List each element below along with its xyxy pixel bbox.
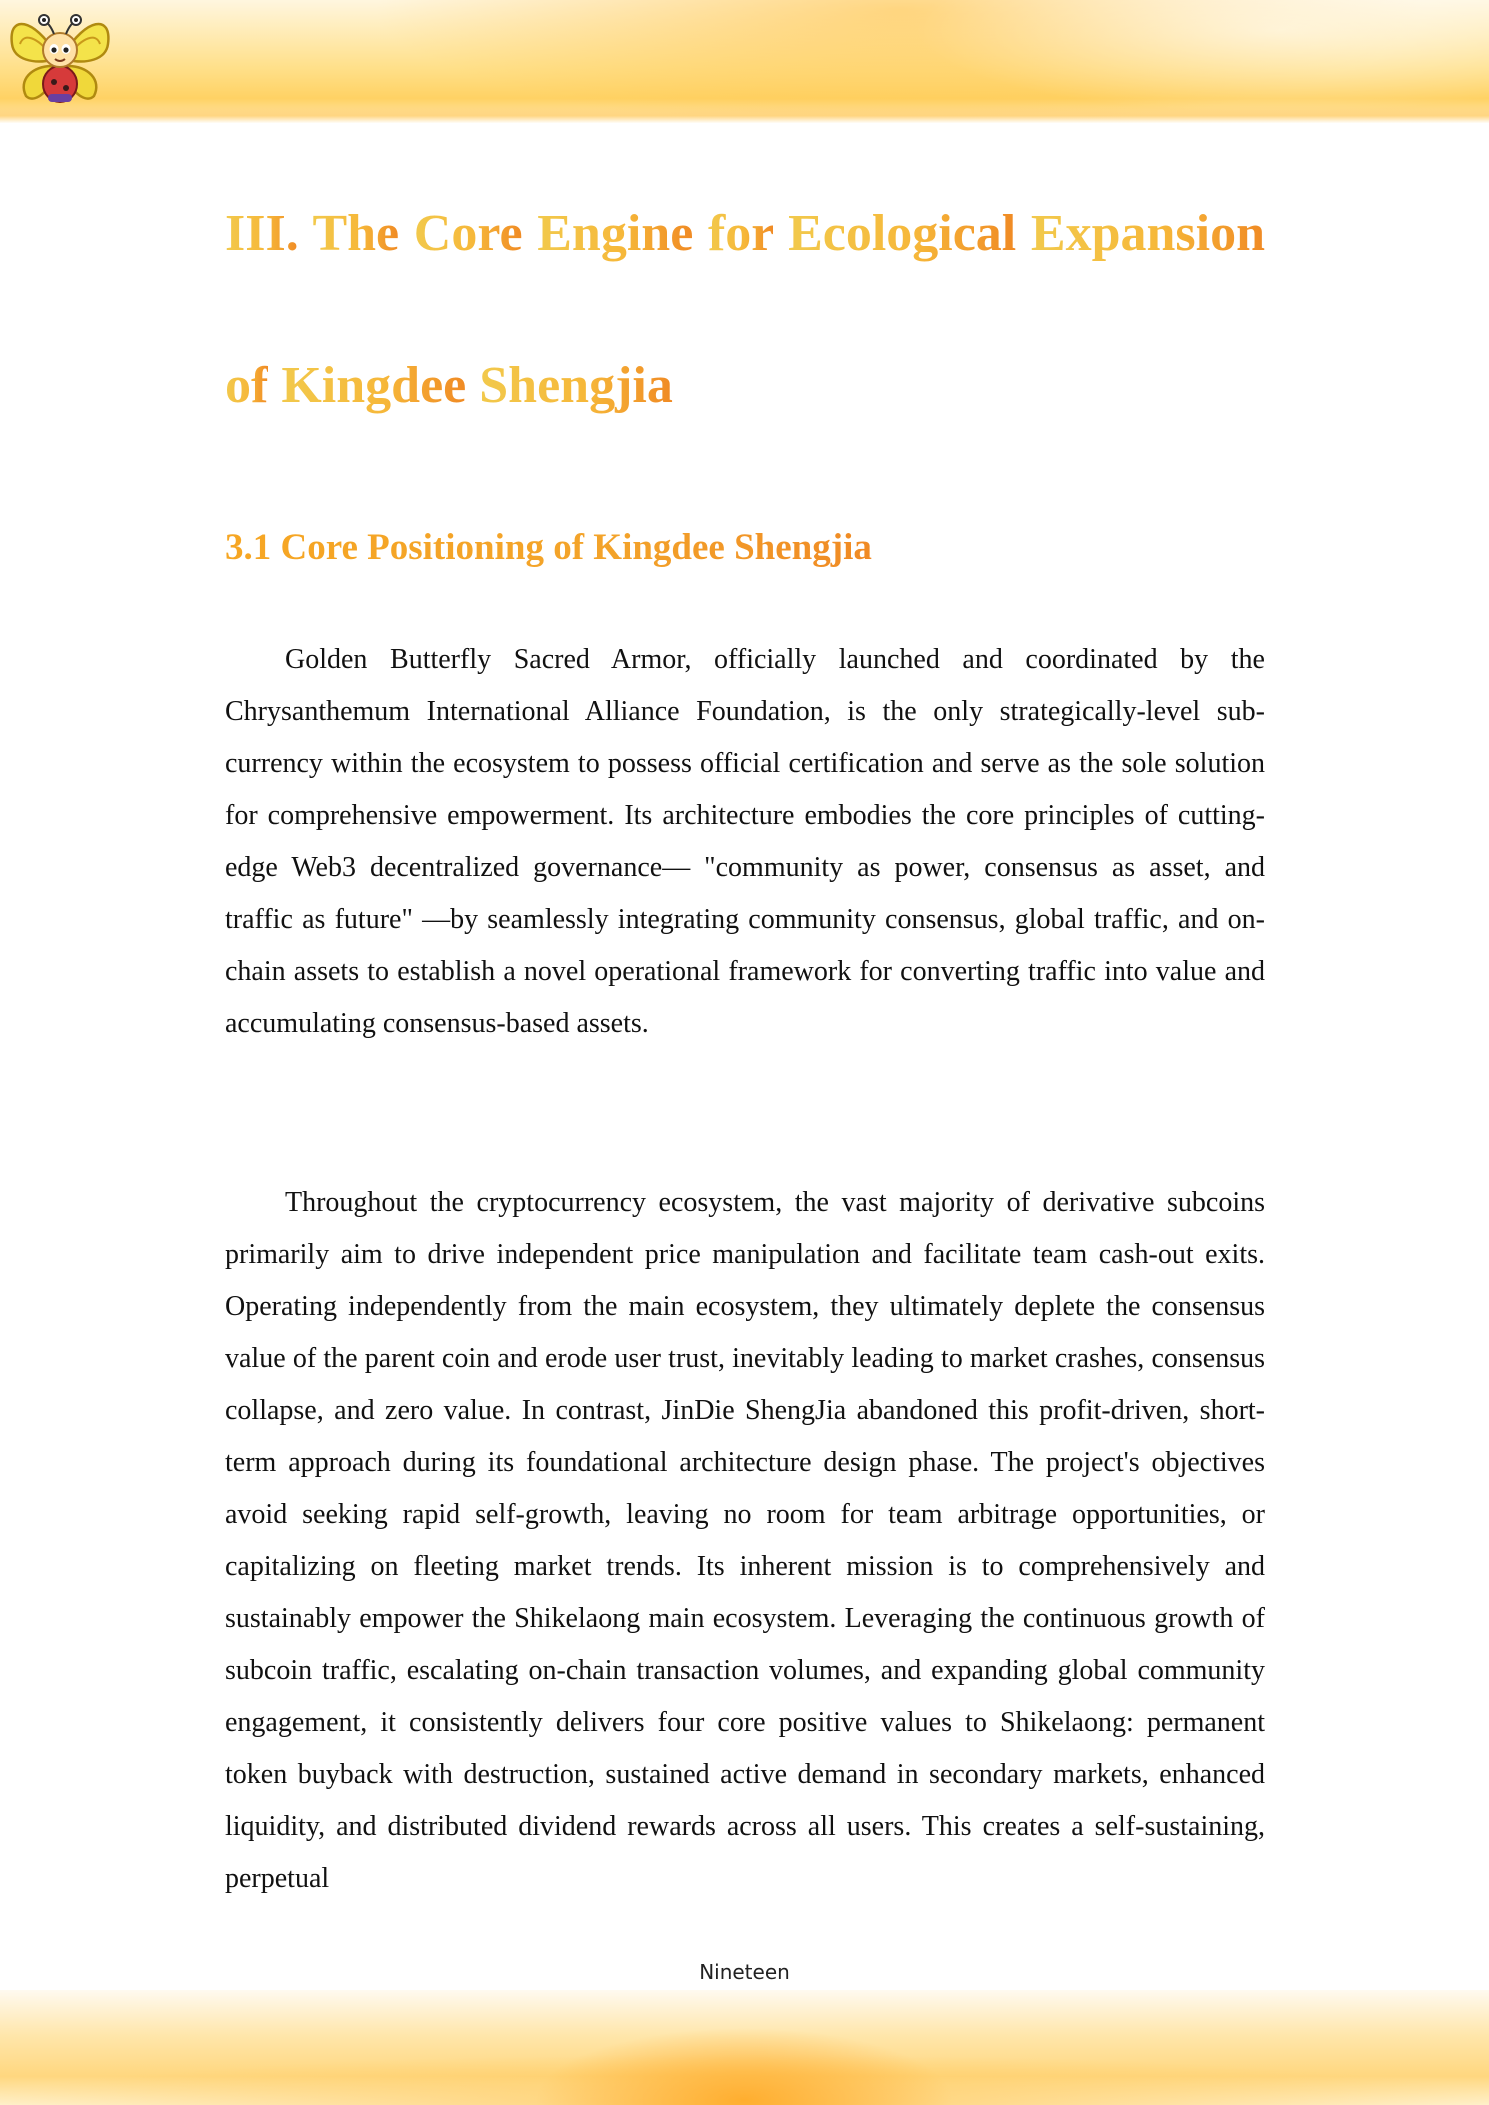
title-word: Shengjia [479,357,673,414]
title-word: Expansion [1030,205,1266,262]
section-heading: 3.1 Core Positioning of Kingdee Shengjia [225,521,872,575]
title-word: The [312,205,400,262]
body-paragraph-1: Golden Butterfly Sacred Armor, officially launched and coordinated by the Chrysanthemum International Alliance Foundation, is the only strategically-level sub-currency within the ecosystem to possess official certification and serve as the sole solution for comprehensive empowerment. Its architecture embodies the core principles of cutting-edge Web3 decentralized governance— "community as power, consensus as asset, and traffic as future" —by seamlessly integrating community consensus, global traffic, and on-chain assets to establish a novel operational framework for converting traffic into value and accumulating consensus-based assets. [225,644,1265,1039]
title-word: of [225,357,269,414]
butterfly-ladybug-mascot-icon [4,8,116,108]
chapter-title [225,158,1265,462]
title-word: Core [413,205,523,262]
title-word: Kingdee [281,357,467,414]
body-paragraph-2: Throughout the cryptocurrency ecosystem, the vast majority of derivative subcoins primarily aim to drive independent price manipulation and facilitate team cash-out exits. Operating independently from the main ecosystem, they ultimately deplete the consensus value of the parent coin and erode user trust, inevitably leading to market crashes, consensus collapse, and zero value. In contrast, JinDie ShengJia abandoned this profit-driven, short-term approach during its foundational architecture design phase. The project's objectives avoid seeking rapid self-growth, leaving no room for team arbitrage opportunities, or capitalizing on fleeting market trends. Its inherent mission is to comprehensively and sustainably empower the Shikelaong main ecosystem. Leveraging the continuous growth of subcoin traffic, escalating on-chain transaction volumes, and expanding global community engagement, it consistently delivers four core positive values to Shikelaong: permanent token buyback with destruction, sustained active demand in secondary markets, enhanced liquidity, and distributed dividend rewards across all users. This creates a self-sustaining, perpetual [225,1187,1265,1894]
title-word: Ecological [788,205,1017,262]
page-number: Nineteen [699,1960,790,1984]
header-banner [0,0,1489,123]
footer-banner [0,1990,1489,2105]
title-word: for [707,205,774,262]
title-word: Engine [537,205,694,262]
title-word: III. [225,205,299,262]
